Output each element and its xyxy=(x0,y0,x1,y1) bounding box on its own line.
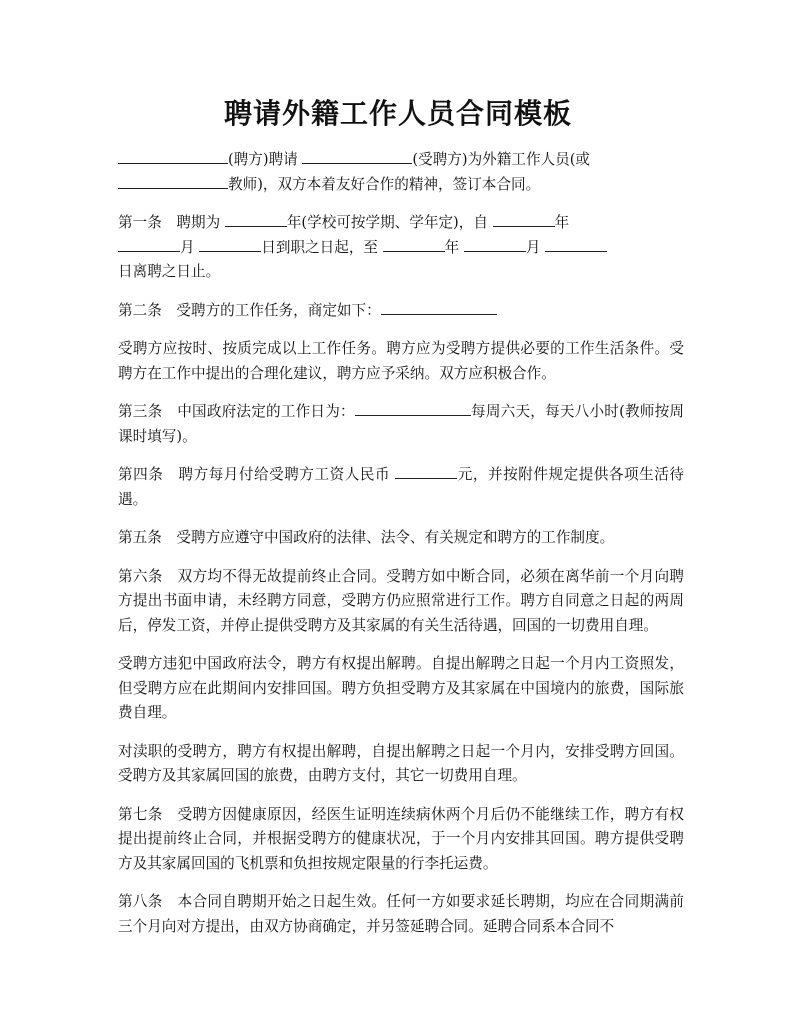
blank-salary[interactable] xyxy=(395,463,457,479)
article-4: 第四条 聘方每月付给受聘方工资人民币 元，并按附件规定提供各项生活待遇。 xyxy=(118,463,684,512)
paragraph-dismissal-law: 受聘方违犯中国政府法令，聘方有权提出解聘。自提出解聘之日起一个月内工资照发，但受聘方应在此期间内安排回国。聘方负担受聘方及其家属在中国境内的旅费，国际旅费自理。 xyxy=(118,655,684,721)
blank-end-day[interactable] xyxy=(545,236,607,252)
blank-start-year[interactable] xyxy=(493,211,555,227)
document-body xyxy=(118,148,684,953)
paragraph-intro: (聘方)聘请 (受聘方)为外籍工作人员(或 教师)，双方本着友好合作的精神，签订本合同。 xyxy=(118,148,684,197)
blank-end-month[interactable] xyxy=(464,236,526,252)
blank-term-years[interactable] xyxy=(225,211,287,227)
article-6: 第六条 双方均不得无故提前终止合同。受聘方如中断合同，必须在离华前一个月向聘方提出书面申请，未经聘方同意，受聘方仍应照常进行工作。聘方自同意之日起的两周后，停发工资，并停止提供受聘方及其家属的有关生活待遇，回国的一切费用自理。 xyxy=(118,567,684,634)
paragraph-tasks: 受聘方应按时、按质完成以上工作任务。聘方应为受聘方提供必要的工作生活条件。受聘方在工作中提出的合理化建议，聘方应予采纳。双方应积极合作。 xyxy=(118,340,684,382)
article-5: 第五条 受聘方应遵守中国政府的法律、法令、有关规定和聘方的工作制度。 xyxy=(118,529,615,546)
blank-tasks[interactable] xyxy=(381,299,497,315)
blank-workdays[interactable] xyxy=(355,400,471,416)
article-1: 第一条 聘期为 年(学校可按学期、学年定)，自 年 月 日到职之日起，至 年 月 日离聘之日止。 xyxy=(118,211,684,285)
blank-employer[interactable] xyxy=(118,148,228,164)
blank-start-month[interactable] xyxy=(118,236,180,252)
blank-role[interactable] xyxy=(118,173,228,189)
article-8: 第八条 本合同自聘期开始之日起生效。任何一方如要求延长聘期，均应在合同期满前三个月向对方提出，由双方协商确定，并另签延聘合同。延聘合同系本合同不 xyxy=(118,893,684,935)
blank-end-year[interactable] xyxy=(383,236,445,252)
blank-employee[interactable] xyxy=(302,148,412,164)
article-3: 第三条 中国政府法定的工作日为： 每周六天，每天八小时(教师按周课时填写)。 xyxy=(118,400,684,449)
paragraph-dismissal-negligence: 对渎职的受聘方，聘方有权提出解聘，自提出解聘之日起一个月内，安排受聘方回国。受聘方及其家属回国的旅费，由聘方支付，其它一切费用自理。 xyxy=(118,742,684,784)
article-7: 第七条 受聘方因健康原因，经医生证明连续病休两个月后仍不能继续工作，聘方有权提出提前终止合同，并根据受聘方的健康状况，于一个月内安排其回国。聘方提供受聘方及其家属回国的飞机票和负担按规定限量的行李托运费。 xyxy=(118,805,684,872)
article-2: 第二条 受聘方的工作任务，商定如下： xyxy=(118,299,684,324)
document-title: 聘请外籍工作人员合同模板 xyxy=(223,97,572,130)
blank-start-day[interactable] xyxy=(199,236,261,252)
